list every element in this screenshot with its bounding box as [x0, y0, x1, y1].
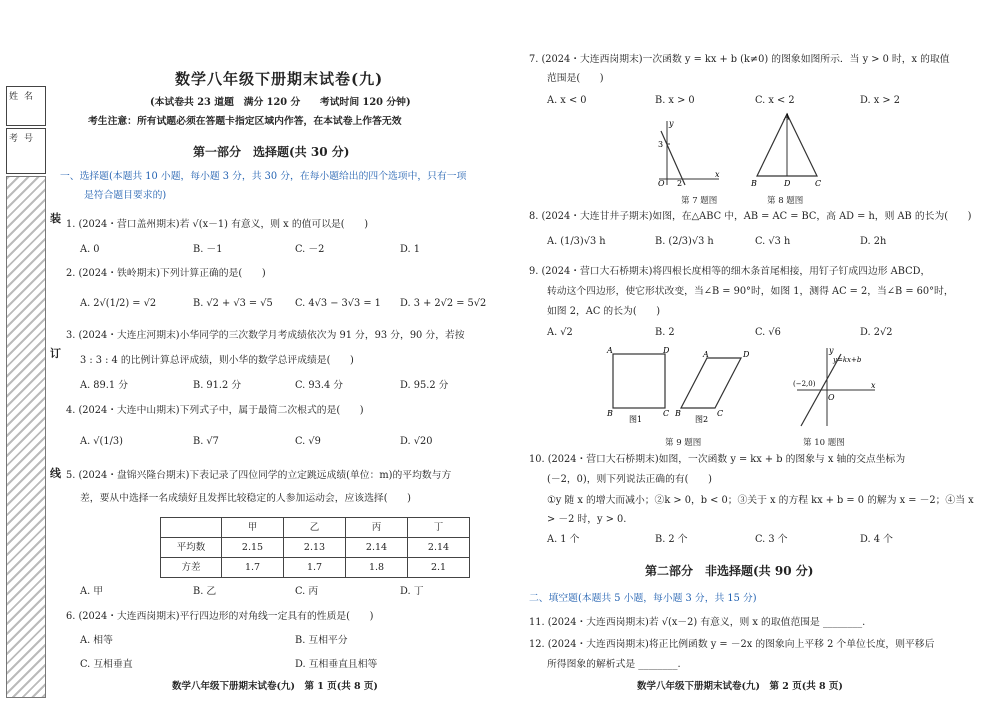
q6-option-b: B. 互相平分 — [295, 635, 348, 646]
q3-line1: 3. (2024・大连庄河期末)小华同学的三次数学月考成绩依次为 91 分，93 分，90 分，若按 — [66, 330, 465, 341]
fig7-origin-label: O — [658, 179, 665, 187]
figure-8-triangle — [747, 110, 827, 188]
fig10-origin-label: O — [828, 393, 835, 402]
binding-margin — [0, 0, 48, 716]
q4-option-c: C. √9 — [295, 436, 321, 447]
table-cell: 2.15 — [222, 538, 284, 558]
q7-option-b: B. x > 0 — [655, 95, 695, 106]
fig9-f2-vertex-a: A — [703, 350, 709, 359]
q4-option-a: A. √(1/3) — [80, 436, 123, 447]
figure-9-rhombus-labels — [675, 346, 770, 424]
table-cell: 2.14 — [408, 538, 470, 558]
table-header-cell — [161, 518, 222, 538]
q10-line2: (－2，0)，则下列说法正确的有( ) — [547, 474, 712, 485]
fig7-x-label: x — [715, 170, 720, 179]
q5-score-table — [160, 517, 470, 578]
q3-line2: 3 : 3 : 4 的比例计算总评成绩，则小华的数学总评成绩是( ) — [80, 355, 354, 366]
q5-line1: 5. (2024・盘锦兴隆台期末)下表记录了四位同学的立定跳远成绩(单位：m)的平均数与方 — [66, 470, 452, 481]
fig9-square — [613, 354, 665, 408]
table-row — [161, 538, 470, 558]
fig9-f2-vertex-c: C — [717, 409, 724, 418]
q11-stem: 11. (2024・大连西岗期末)若 √(x－2) 有意义，则 x 的取值范围是 ________. — [529, 617, 866, 628]
table-cell: 1.8 — [346, 558, 408, 578]
q12-line2: 所得图象的解析式是 ________. — [547, 659, 681, 670]
q10-option-d: D. 4 个 — [860, 534, 893, 545]
fig9-f1-vertex-d: D — [663, 346, 670, 355]
q5-line2: 差，要从中选择一名成绩好且发挥比较稳定的人参加运动会，应该选择( ) — [80, 493, 411, 504]
cut-mark-zhuang: 装 — [50, 212, 61, 225]
section1-instructions-line1: 一、选择题(本题共 10 小题，每小题 3 分，共 30 分，在每小题给出的四个选项中，只有一项 — [60, 171, 467, 182]
name-box — [6, 86, 46, 126]
q1-option-b: B. －1 — [193, 244, 223, 255]
table-header-cell: 乙 — [284, 518, 346, 538]
hatched-strip — [6, 176, 46, 698]
q10-line1: 10. (2024・营口大石桥期末)如图，一次函数 y = kx + b 的图象与 x 轴的交点坐标为 — [529, 454, 906, 465]
exam-number-label: 考号 — [9, 134, 40, 144]
exam-title: 数学八年级下册期末试卷(九) — [175, 70, 384, 88]
q9-option-d: D. 2√2 — [860, 327, 893, 338]
q10-line4: > －2 时，y > 0. — [547, 514, 627, 525]
q10-option-b: B. 2 个 — [655, 534, 688, 545]
fig9-f2-vertex-b: B — [675, 409, 681, 418]
q5-option-b: B. 乙 — [193, 586, 217, 597]
q9-option-c: C. √6 — [755, 327, 781, 338]
table-header-cell: 甲 — [222, 518, 284, 538]
table-row — [161, 558, 470, 578]
page1-footer: 数学八年级下册期末试卷(九) 第 1 页(共 8 页) — [172, 681, 378, 692]
q9-option-b: B. 2 — [655, 327, 675, 338]
part2-heading: 第二部分 非选择题(共 90 分) — [645, 564, 814, 578]
q10-option-a: A. 1 个 — [547, 534, 580, 545]
fig10-line-label: y=kx+b — [833, 356, 862, 364]
q3-option-c: C. 93.4 分 — [295, 380, 344, 391]
fig7-caption: 第 7 题图 — [681, 196, 718, 206]
q6-option-a: A. 相等 — [80, 635, 113, 646]
left-column — [60, 0, 487, 716]
q1-option-d: D. 1 — [400, 244, 420, 255]
table-cell: 2.13 — [284, 538, 346, 558]
right-column — [525, 0, 985, 716]
name-label: 姓名 — [9, 92, 40, 102]
q5-option-a: A. 甲 — [80, 586, 104, 597]
table-cell: 方差 — [161, 558, 222, 578]
q3-option-d: D. 95.2 分 — [400, 380, 449, 391]
q9-line2: 转动这个四边形，使它形状改变，当∠B = 90°时，如图 1，测得 AC = 2，当∠B = 60°时， — [547, 286, 954, 297]
fig9-f2-vertex-d: D — [743, 350, 750, 359]
fig9-f1-vertex-b: B — [607, 409, 613, 418]
q8-option-b: B. (2/3)√3 h — [655, 236, 714, 247]
table-cell: 2.1 — [408, 558, 470, 578]
q4-option-d: D. √20 — [400, 436, 433, 447]
fig8-point-d: D — [784, 179, 791, 188]
q1-stem: 1. (2024・营口盖州期末)若 √(x－1) 有意义，则 x 的值可以是( ) — [66, 219, 369, 230]
q4-option-b: B. √7 — [193, 436, 219, 447]
q6-option-d: D. 互相垂直且相等 — [295, 659, 378, 670]
q10-line3: ①y 随 x 的增大而减小；②k > 0，b < 0；③关于 x 的方程 kx + b = 0 的解为 x = －2；④当 x — [547, 495, 974, 506]
q8-option-c: C. √3 h — [755, 236, 791, 247]
q2-option-a: A. 2√(1/2) = √2 — [80, 298, 157, 309]
fig8-vertex-a: A — [784, 112, 790, 122]
q1-option-c: C. －2 — [295, 244, 325, 255]
q2-option-b: B. √2 + √3 = √5 — [193, 298, 273, 309]
table-header-cell: 丁 — [408, 518, 470, 538]
section2-instructions: 二、填空题(本题共 5 小题，每小题 3 分，共 15 分) — [529, 593, 757, 604]
q3-option-b: B. 91.2 分 — [193, 380, 242, 391]
table-cell: 1.7 — [222, 558, 284, 578]
exam-info: (本试卷共 23 道题 满分 120 分 考试时间 120 分钟) — [150, 97, 411, 108]
fig10-x-label: x — [871, 381, 876, 390]
q8-option-a: A. (1/3)√3 h — [547, 236, 606, 247]
fig8-vertex-c: C — [815, 179, 822, 188]
figure-7-graph — [653, 117, 723, 187]
q7-option-a: A. x < 0 — [547, 95, 587, 106]
fig8-caption: 第 8 题图 — [767, 196, 804, 206]
q2-option-c: C. 4√3 − 3√3 = 1 — [295, 298, 381, 309]
exam-notice: 考生注意：所有试题必须在答题卡指定区域内作答，在本试卷上作答无效 — [88, 116, 402, 127]
q9-option-a: A. √2 — [547, 327, 573, 338]
part1-heading: 第一部分 选择题(共 30 分) — [193, 145, 350, 159]
table-cell: 1.7 — [284, 558, 346, 578]
q2-option-d: D. 3 + 2√2 = 5√2 — [400, 298, 487, 309]
fig7-y-label: y — [669, 119, 674, 128]
q7-option-c: C. x < 2 — [755, 95, 795, 106]
table-cell: 2.14 — [346, 538, 408, 558]
figure-10-graph — [793, 344, 879, 430]
fig8-vertex-b: B — [751, 179, 757, 188]
q1-option-a: A. 0 — [80, 244, 100, 255]
q5-option-c: C. 丙 — [295, 586, 319, 597]
q9-line1: 9. (2024・营口大石桥期末)将四根长度相等的细木条首尾相接，用钉子钉成四边形 ABCD， — [529, 266, 931, 277]
q8-stem: 8. (2024・大连甘井子期末)如图，在△ABC 中，AB = AC = BC，高 AD = h，则 AB 的长为( ) — [529, 211, 972, 222]
section1-instructions-line2: 是符合题目要求的) — [84, 190, 167, 201]
fig9-f1-vertex-c: C — [663, 409, 670, 418]
table-cell: 平均数 — [161, 538, 222, 558]
fig9-label-1: 图1 — [629, 415, 643, 424]
cut-mark-ding: 订 — [50, 347, 61, 360]
q4-stem: 4. (2024・大连中山期末)下列式子中，属于最简二次根式的是( ) — [66, 405, 364, 416]
q5-option-d: D. 丁 — [400, 586, 424, 597]
q7-line2: 范围是( ) — [547, 73, 604, 84]
fig9-caption: 第 9 题图 — [665, 438, 702, 448]
table-header-cell: 丙 — [346, 518, 408, 538]
q10-option-c: C. 3 个 — [755, 534, 788, 545]
fig7-tick-label-2: 2 — [677, 179, 683, 187]
q6-stem: 6. (2024・大连西岗期末)平行四边形的对角线一定具有的性质是( ) — [66, 611, 374, 622]
fig7-tick-label-3: 3 — [658, 140, 664, 149]
fig10-y-label: y — [829, 346, 834, 355]
q2-stem: 2. (2024・铁岭期末)下列计算正确的是( ) — [66, 268, 266, 279]
exam-number-box — [6, 128, 46, 174]
fig7-function-line — [661, 131, 685, 185]
q12-line1: 12. (2024・大连西岗期末)将正比例函数 y = －2x 的图象向上平移 2 个单位长度，则平移后 — [529, 639, 935, 650]
q8-option-d: D. 2h — [860, 236, 887, 247]
fig10-intercept-label: (−2,0) — [793, 380, 816, 388]
cut-mark-xian: 线 — [50, 467, 61, 480]
q7-option-d: D. x > 2 — [860, 95, 900, 106]
table-header-row — [161, 518, 470, 538]
fig9-f1-vertex-a: A — [607, 346, 613, 355]
q6-option-c: C. 互相垂直 — [80, 659, 133, 670]
q7-line1: 7. (2024・大连西岗期末)一次函数 y = kx + b (k≠0) 的图象如图所示．当 y > 0 时，x 的取值 — [529, 54, 950, 65]
page2-footer: 数学八年级下册期末试卷(九) 第 2 页(共 8 页) — [637, 681, 843, 692]
q3-option-a: A. 89.1 分 — [80, 380, 129, 391]
fig9-label-2: 图2 — [695, 415, 709, 424]
fig10-caption: 第 10 题图 — [803, 438, 845, 448]
q9-line3: 如图 2，AC 的长为( ) — [547, 306, 661, 317]
